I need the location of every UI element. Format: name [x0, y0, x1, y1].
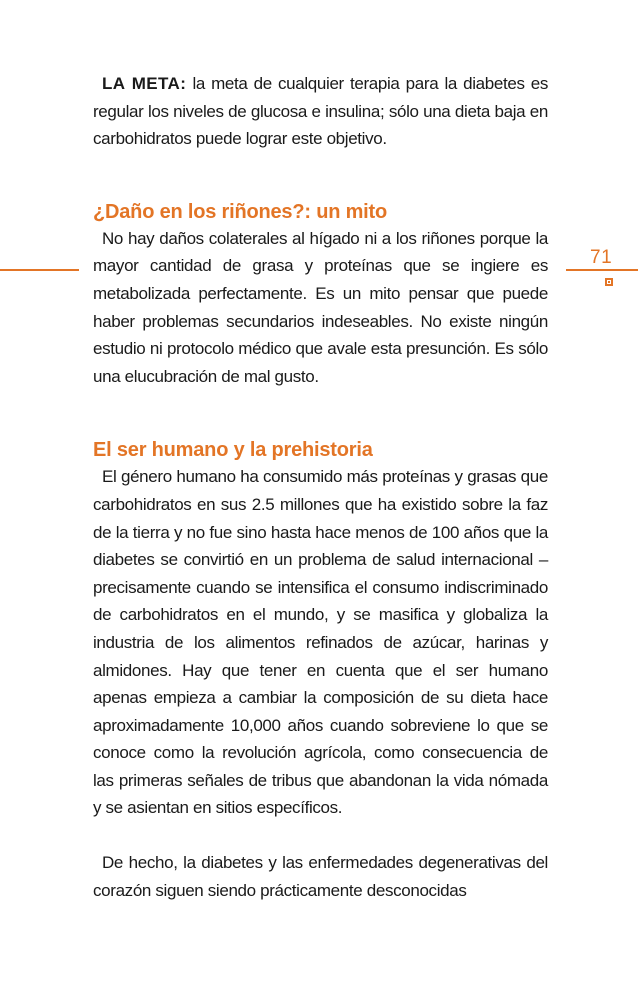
text-column: [93, 70, 548, 904]
page-number: 71: [590, 247, 613, 268]
left-margin-rule: [0, 269, 79, 271]
section-paragraph-prehistory-2: De hecho, la diabetes y las enfermedades degenerativas del corazón siguen siendo prácticamente desconocidas: [93, 853, 548, 900]
intro-label: LA META:: [102, 74, 187, 93]
right-margin-rule: [566, 269, 638, 271]
section-paragraph-kidneys: No hay daños colaterales al hígado ni a los riñones porque la mayor cantidad de grasa y proteínas que se ingiere es metabolizada perfectamente. Es un mito pensar que puede haber problemas secundarios indeseables. No existe ningún estudio ni protocolo médico que avale esta presunción. Es sólo una elucubración de mal gusto.: [93, 228, 548, 386]
intro-paragraph: [93, 70, 548, 153]
intro-text: la meta de cualquier terapia para la diabetes es regular los niveles de glucosa e insulina; sólo una dieta baja en carbohidratos puede lograr este objetivo.: [93, 74, 549, 149]
page-marker-icon: [605, 278, 613, 286]
paragraph-gap: [93, 822, 548, 849]
section-heading-kidneys: ¿Daño en los riñones?: un mito: [93, 200, 388, 223]
section-paragraph-prehistory-1: El género humano ha consumido más proteínas y grasas que carbohidratos en sus 2.5 millones que ha existido sobre la faz de la tierra y no fue sino hasta hace menos de 100 años que la diabetes se convirtió en un problema de salud internacional – precisamente cuando se intensifica el consumo indiscriminado de carbohidratos en el mundo, y se masifica y globaliza la industria de los alimentos refinados de azúcar, harinas y almidones. Hay que tener en cuenta que el ser humano apenas empieza a cambiar la composición de su dieta hace aproximadamente 10,000 años cuando sobreviene lo que se conoce como la revolución agrícola, como consecuencia de las primeras señales de tribus que abandonan la vida nómada y se asientan en sitios específicos.: [93, 467, 548, 818]
section-heading-prehistory: El ser humano y la prehistoria: [93, 439, 373, 462]
